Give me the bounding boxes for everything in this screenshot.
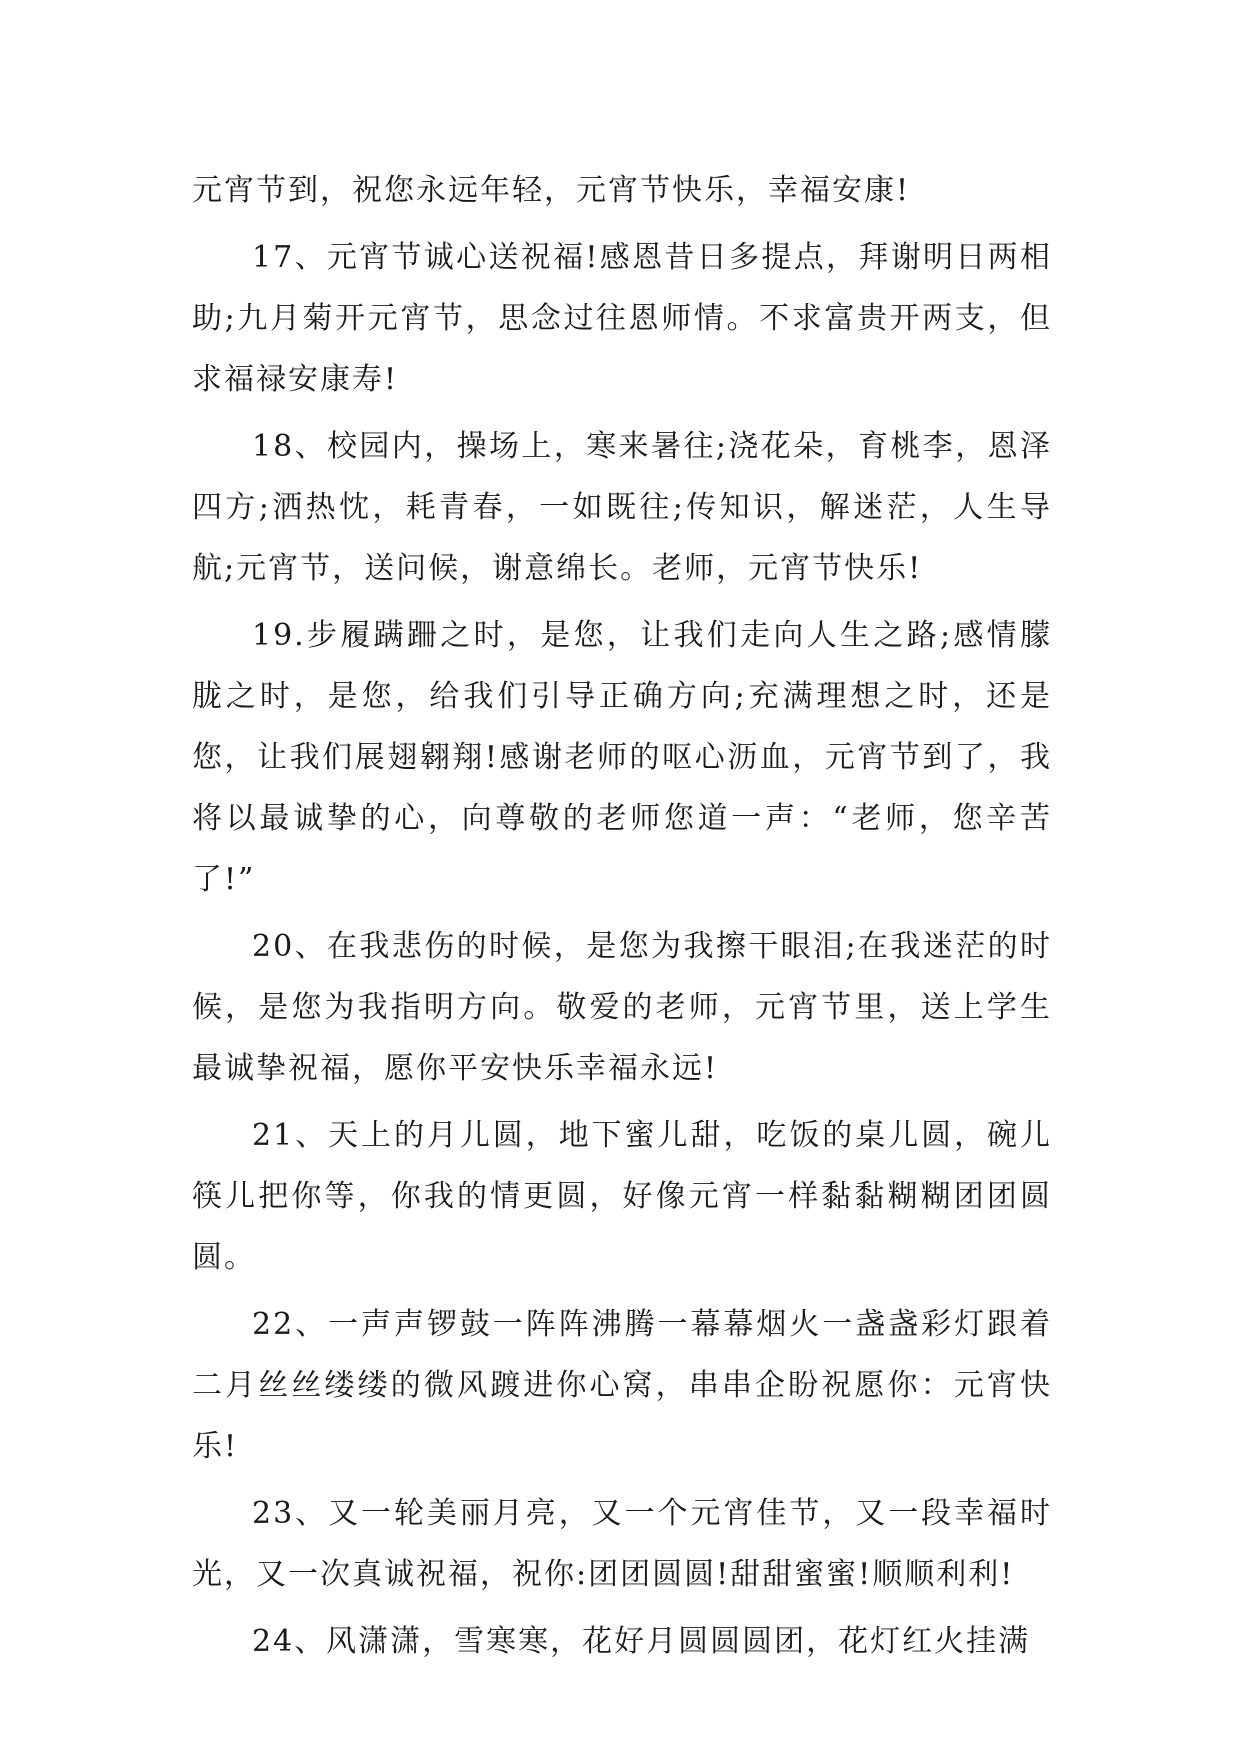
paragraph-20: 20、在我悲伤的时候，是您为我擦干眼泪;在我迷茫的时候，是您为我指明方向。敬爱的老师，元宵节里，送上学生最诚挚祝福，愿你平安快乐幸福永远!	[192, 929, 1052, 1086]
document-body	[192, 160, 1052, 1672]
paragraph-24: 24、风潇潇，雪寒寒，花好月圆圆圆团，花灯红火挂满	[252, 1624, 1031, 1659]
paragraph-17: 17、元宵节诚心送祝福!感恩昔日多提点，拜谢明日两相助;九月菊开元宵节，思念过往恩师情。不求富贵开两支，但求福禄安康寿!	[192, 240, 1052, 397]
paragraph-19: 19.步履蹒跚之时，是您，让我们走向人生之路;感情朦胧之时，是您，给我们引导正确方向;充满理想之时，还是您，让我们展翅翱翔!感谢老师的呕心沥血，元宵节到了，我将以最诚挚的心，向尊敬的老师您道一声：“老师，您辛苦了!”	[192, 618, 1052, 897]
paragraph-22: 22、一声声锣鼓一阵阵沸腾一幕幕烟火一盏盏彩灯跟着二月丝丝缕缕的微风踱进你心窝，串串企盼祝愿你：元宵快乐!	[192, 1307, 1052, 1464]
paragraph-21: 21、天上的月儿圆，地下蜜儿甜，吃饭的桌儿圆，碗儿筷儿把你等，你我的情更圆，好像元宵一样黏黏糊糊团团圆圆。	[192, 1118, 1052, 1275]
paragraph-23: 23、又一轮美丽月亮，又一个元宵佳节，又一段幸福时光，又一次真诚祝福，祝你:团团圆圆!甜甜蜜蜜!顺顺利利!	[192, 1496, 1052, 1592]
paragraph-continued: 元宵节到，祝您永远年轻，元宵节快乐，幸福安康!	[192, 173, 911, 208]
paragraph-18: 18、校园内，操场上，寒来暑往;浇花朵，育桃李，恩泽四方;洒热忱，耗青春，一如既往;传知识，解迷茫，人生导航;元宵节，送问候，谢意绵长。老师，元宵节快乐!	[192, 429, 1052, 586]
